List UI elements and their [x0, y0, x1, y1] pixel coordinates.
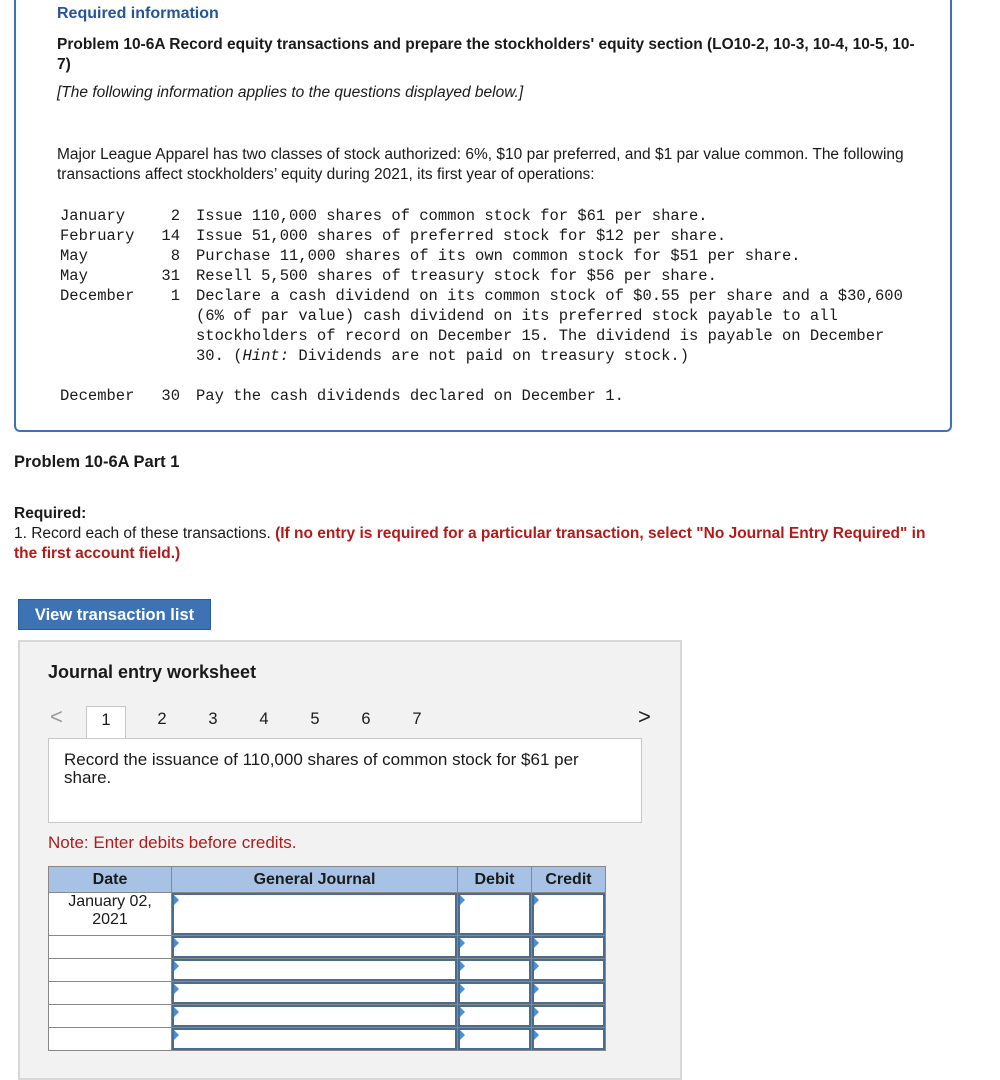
transaction-description-part: Dividends are not paid on treasury stock.): [289, 347, 689, 365]
required-text: 1. Record each of these transactions.: [14, 525, 271, 542]
transaction-description: Issue 51,000 shares of preferred stock for $12 per share.: [196, 227, 727, 245]
credit-input[interactable]: [532, 893, 605, 935]
account-select[interactable]: [172, 982, 457, 1004]
instruction-panel: [48, 738, 642, 823]
debit-input[interactable]: [458, 1005, 531, 1027]
table-row: [49, 1005, 606, 1028]
credit-input[interactable]: [532, 1028, 605, 1050]
applies-note: [The following information applies to the questions displayed below.]: [57, 84, 524, 101]
account-select[interactable]: [172, 893, 457, 935]
intro-paragraph: Major League Apparel has two classes of stock authorized: 6%, $10 par preferred, and $1 par value common. The following transactions affect stockholders’ equity during 2021, its first year of operations:: [57, 146, 904, 183]
account-select[interactable]: [172, 936, 457, 958]
page-tab-1[interactable]: 1: [86, 706, 126, 740]
transaction-day: 1: [170, 287, 180, 305]
debit-input[interactable]: [458, 1028, 531, 1050]
page-tab-4[interactable]: 4: [259, 710, 269, 728]
transaction-description: [196, 286, 912, 366]
credit-cell: [532, 936, 606, 959]
worksheet-pager: [20, 704, 684, 734]
credit-cell: [532, 893, 606, 936]
page-tab-2[interactable]: 2: [157, 710, 167, 728]
table-row: [49, 893, 606, 936]
transaction-description: Purchase 11,000 shares of its own common stock for $51 per share.: [196, 247, 801, 265]
journal-table: [48, 866, 606, 1051]
debit-input[interactable]: [458, 893, 531, 935]
account-select[interactable]: [172, 1028, 457, 1050]
account-cell: [172, 936, 458, 959]
transaction-month: January: [60, 207, 126, 225]
required-red-note: (If no entry is required for a particular transaction, select "No Journal Entry Required" in the first account field.): [14, 525, 926, 562]
credit-input[interactable]: [532, 936, 605, 958]
transaction-day: 30: [161, 387, 180, 405]
account-cell: [172, 959, 458, 982]
credit-column-header: Credit: [532, 867, 606, 893]
account-select[interactable]: [172, 1005, 457, 1027]
transaction-description: Pay the cash dividends declared on December 1.: [196, 387, 624, 405]
transaction-description: Issue 110,000 shares of common stock for $61 per share.: [196, 207, 708, 225]
account-cell: [172, 893, 458, 936]
credit-cell: [532, 1005, 606, 1028]
transaction-day: 2: [170, 207, 180, 225]
transaction-day: 14: [161, 227, 180, 245]
transaction-month: May: [60, 247, 88, 265]
debit-cell: [458, 936, 532, 959]
debit-input[interactable]: [458, 982, 531, 1004]
general-journal-column-header: General Journal: [172, 867, 458, 893]
table-row: [49, 959, 606, 982]
date-cell: [49, 1005, 172, 1028]
credit-cell: [532, 1028, 606, 1051]
debit-cell: [458, 982, 532, 1005]
table-row: [49, 1028, 606, 1051]
credit-input[interactable]: [532, 959, 605, 981]
credit-cell: [532, 982, 606, 1005]
transaction-description: Resell 5,500 shares of treasury stock for $56 per share.: [196, 267, 717, 285]
transaction-day: 8: [170, 247, 180, 265]
date-column-header: Date: [49, 867, 172, 893]
credit-cell: [532, 959, 606, 982]
required-information-heading: Required information: [57, 5, 219, 22]
instruction-text: Record the issuance of 110,000 shares of common stock for $61 per share.: [64, 750, 579, 787]
hint-label: Hint:: [242, 347, 290, 365]
account-select[interactable]: [172, 959, 457, 981]
page-tab-5[interactable]: 5: [310, 710, 320, 728]
transaction-description-part: Declare a cash dividend on its common stock of $0.55 per share and a $30,600 (6% of par value) cash dividend on its preferred stock payable to all stockholders of record on December 15. The dividend is payable on December 30. (: [196, 287, 913, 365]
date-cell: [49, 982, 172, 1005]
journal-entry-worksheet: [18, 640, 682, 1080]
page-tab-3[interactable]: 3: [208, 710, 218, 728]
chevron-left-icon[interactable]: <: [50, 704, 63, 729]
view-transaction-list-button[interactable]: View transaction list: [18, 599, 211, 630]
chevron-right-icon[interactable]: >: [638, 704, 651, 729]
required-instructions: [14, 524, 934, 564]
account-cell: [172, 1005, 458, 1028]
transaction-day: 31: [161, 267, 180, 285]
debit-input[interactable]: [458, 936, 531, 958]
required-label: Required:: [14, 505, 87, 522]
account-cell: [172, 982, 458, 1005]
table-row: [49, 936, 606, 959]
credit-input[interactable]: [532, 982, 605, 1004]
debit-cell: [458, 1005, 532, 1028]
table-row: [49, 982, 606, 1005]
credit-input[interactable]: [532, 1005, 605, 1027]
part-title: Problem 10-6A Part 1: [14, 453, 180, 471]
date-cell: [49, 1028, 172, 1051]
debit-cell: [458, 959, 532, 982]
problem-title: Problem 10-6A Record equity transactions and prepare the stockholders' equity section (LO10-2, 10-3, 10-4, 10-5, 10-7): [57, 36, 915, 73]
debit-cell: [458, 893, 532, 936]
account-cell: [172, 1028, 458, 1051]
worksheet-title: Journal entry worksheet: [48, 662, 257, 682]
transaction-month: May: [60, 267, 88, 285]
date-cell: January 02, 2021: [49, 893, 172, 936]
debit-input[interactable]: [458, 959, 531, 981]
date-cell: [49, 959, 172, 982]
page-tab-7[interactable]: 7: [412, 710, 422, 728]
date-cell: [49, 936, 172, 959]
debit-cell: [458, 1028, 532, 1051]
transaction-month: December: [60, 287, 135, 305]
debits-credits-note: Note: Enter debits before credits.: [48, 833, 297, 852]
debit-column-header: Debit: [458, 867, 532, 893]
transaction-month: December: [60, 387, 135, 405]
transaction-month: February: [60, 227, 135, 245]
page-tab-6[interactable]: 6: [361, 710, 371, 728]
